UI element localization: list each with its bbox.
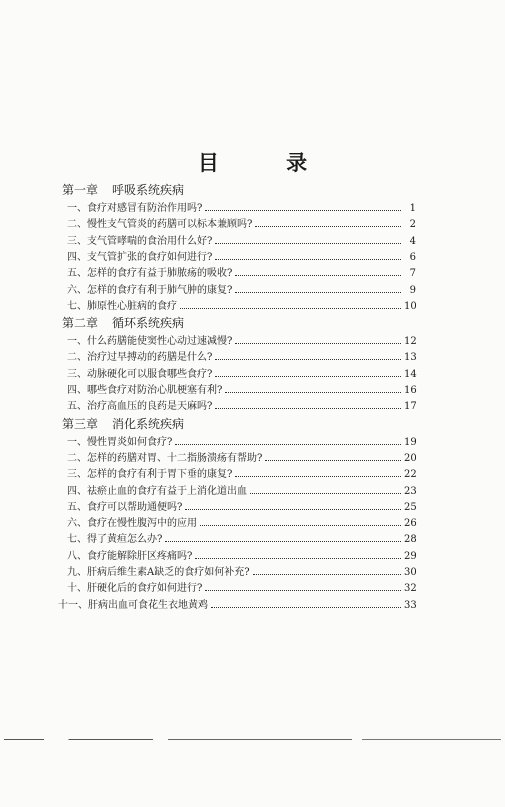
entry-number: 三、 xyxy=(67,469,87,481)
chapter-title: 循环系统疾病 xyxy=(112,316,185,331)
entry-page-number: 9 xyxy=(409,284,416,296)
dot-leader xyxy=(235,291,401,293)
dot-leader xyxy=(215,258,401,260)
entry-title: 治疗高血压的良药是天麻吗? xyxy=(87,401,213,413)
entry-title: 怎样的药膳对胃、十二指肠溃疡有帮助? xyxy=(87,452,263,464)
dot-leader xyxy=(265,459,401,461)
entry-page-number: 13 xyxy=(404,352,417,364)
toc-entry xyxy=(65,396,416,412)
toc-entry xyxy=(65,578,416,594)
entry-title: 慢性支气管炎的药膳可以标本兼顾吗? xyxy=(87,219,253,231)
toc-entry xyxy=(65,247,416,263)
dot-leader xyxy=(255,225,401,227)
entry-page-number: 4 xyxy=(409,235,416,247)
entry-number: 二、 xyxy=(67,352,87,364)
toc-entry xyxy=(65,562,416,578)
toc-entry xyxy=(55,595,416,611)
chapter-number: 第一章 xyxy=(62,183,99,197)
entry-page-number: 25 xyxy=(404,501,417,513)
chapter-number: 第二章 xyxy=(62,316,99,331)
dot-leader xyxy=(215,375,401,377)
entry-number: 四、 xyxy=(67,251,87,263)
dot-leader xyxy=(215,358,401,360)
toc-entry xyxy=(65,214,416,230)
toc-entry xyxy=(65,263,416,279)
entry-title: 怎样的食疗有利于肺气肿的康复? xyxy=(87,284,233,296)
entry-page-number: 28 xyxy=(404,534,417,546)
entry-number: 二、 xyxy=(67,452,87,464)
page-title: 目 录 xyxy=(197,151,338,175)
toc-entry xyxy=(65,464,416,480)
dot-leader xyxy=(215,407,401,409)
toc-entry xyxy=(65,481,416,497)
chapter-title: 呼吸系统疾病 xyxy=(112,183,185,197)
entry-page-number: 6 xyxy=(409,251,416,263)
entry-number: 六、 xyxy=(67,284,87,296)
entry-page-number: 17 xyxy=(404,401,417,413)
dot-leader xyxy=(235,475,401,477)
toc-entry xyxy=(65,432,416,448)
entry-page-number: 30 xyxy=(404,567,417,578)
entry-title: 哪些食疗对防治心肌梗塞有利? xyxy=(87,385,223,396)
entry-title: 肺原性心脏病的食疗 xyxy=(87,300,177,312)
entry-page-number: 29 xyxy=(404,550,417,562)
entry-title: 食疗能解除肝区疼痛吗? xyxy=(87,550,193,562)
dot-leader xyxy=(225,391,401,393)
toc-entry xyxy=(65,380,416,396)
entry-title: 慢性胃炎如何食疗? xyxy=(87,436,173,448)
entry-title: 食疗在慢性腹泻中的应用 xyxy=(87,518,197,530)
chapter-heading xyxy=(62,314,184,331)
entry-number: 三、 xyxy=(67,368,87,380)
toc-entry xyxy=(65,347,416,363)
toc-entry xyxy=(65,231,416,247)
dot-leader xyxy=(165,540,401,542)
entry-page-number: 14 xyxy=(404,368,417,380)
entry-page-number: 19 xyxy=(404,436,417,448)
entry-number: 八、 xyxy=(67,550,87,562)
entry-number: 七、 xyxy=(67,534,87,546)
dot-leader xyxy=(211,606,401,608)
entry-title: 什么药膳能使窦性心动过速减慢? xyxy=(87,336,233,348)
entry-page-number: 26 xyxy=(404,518,417,530)
entry-page-number: 23 xyxy=(404,485,417,497)
entry-title: 怎样的食疗有益于肺脓疡的吸收? xyxy=(87,268,233,280)
entry-title: 食疗可以帮助通便吗? xyxy=(87,501,183,513)
entry-title: 支气管哮喘的食治用什么好? xyxy=(87,235,213,247)
entry-number: 四、 xyxy=(67,385,87,396)
entry-title: 肝病出血可食花生衣地黄鸡 xyxy=(88,599,208,611)
dot-leader xyxy=(235,342,401,344)
entry-title: 肝病后维生素A缺乏的食疗如何补充? xyxy=(87,567,250,578)
entry-number: 五、 xyxy=(67,268,87,280)
dot-leader xyxy=(250,492,401,494)
chapter-number: 第三章 xyxy=(62,416,99,431)
entry-title: 怎样的食疗有利于胃下垂的康复? xyxy=(87,469,233,481)
entry-page-number: 33 xyxy=(404,599,417,611)
entry-number: 九、 xyxy=(67,567,87,578)
dot-leader xyxy=(253,573,401,575)
page-bottom-rule xyxy=(4,739,501,740)
entry-title: 肝硬化后的食疗如何进行? xyxy=(87,583,203,595)
entry-page-number: 12 xyxy=(404,336,417,348)
toc-entry xyxy=(65,198,416,214)
dot-leader xyxy=(235,274,401,276)
entry-page-number: 22 xyxy=(404,469,417,481)
entry-title: 得了黄疸怎么办? xyxy=(87,534,163,546)
toc-entry xyxy=(65,364,416,380)
dot-leader xyxy=(175,443,401,445)
toc-entry xyxy=(65,331,416,347)
toc-entry xyxy=(65,513,416,529)
dot-leader xyxy=(205,209,401,211)
entry-page-number: 7 xyxy=(409,268,416,280)
entry-number: 四、 xyxy=(67,485,87,497)
entry-title: 祛瘀止血的食疗有益于上消化道出血 xyxy=(87,485,247,497)
toc-entry xyxy=(65,497,416,513)
entry-page-number: 1 xyxy=(409,203,416,214)
entry-number: 一、 xyxy=(67,336,87,348)
entry-number: 三、 xyxy=(67,235,87,247)
toc-entry xyxy=(65,296,416,312)
dot-leader xyxy=(200,524,401,526)
entry-number: 七、 xyxy=(67,300,87,312)
entry-number: 六、 xyxy=(67,518,87,530)
chapter-heading xyxy=(62,415,184,432)
entry-number: 五、 xyxy=(67,501,87,513)
entry-title: 治疗过早搏动的药膳是什么? xyxy=(87,352,213,364)
entry-number: 二、 xyxy=(67,219,87,231)
entry-page-number: 32 xyxy=(404,583,417,595)
entry-title: 支气管扩张的食疗如何进行? xyxy=(87,251,213,263)
entry-number: 十一、 xyxy=(58,599,88,611)
chapter-title: 消化系统疾病 xyxy=(112,416,185,431)
entry-page-number: 10 xyxy=(404,300,417,312)
entry-page-number: 20 xyxy=(404,452,417,464)
toc-entry xyxy=(65,529,416,545)
dot-leader xyxy=(205,589,401,591)
entry-number: 一、 xyxy=(67,436,87,448)
toc-entry xyxy=(65,448,416,464)
entry-number: 十、 xyxy=(67,583,87,595)
toc-entry xyxy=(65,280,416,296)
entry-number: 一、 xyxy=(67,203,87,214)
entry-number: 五、 xyxy=(67,401,87,413)
dot-leader xyxy=(180,307,401,309)
chapter-heading xyxy=(62,181,184,198)
entry-title: 食疗对感冒有防治作用吗? xyxy=(87,203,203,214)
dot-leader xyxy=(215,242,401,244)
dot-leader xyxy=(185,508,401,510)
entry-page-number: 16 xyxy=(404,385,417,396)
entry-page-number: 2 xyxy=(409,219,416,231)
entry-title: 动脉硬化可以服食哪些食疗? xyxy=(87,368,213,380)
dot-leader xyxy=(195,557,401,559)
toc-entry xyxy=(65,546,416,562)
